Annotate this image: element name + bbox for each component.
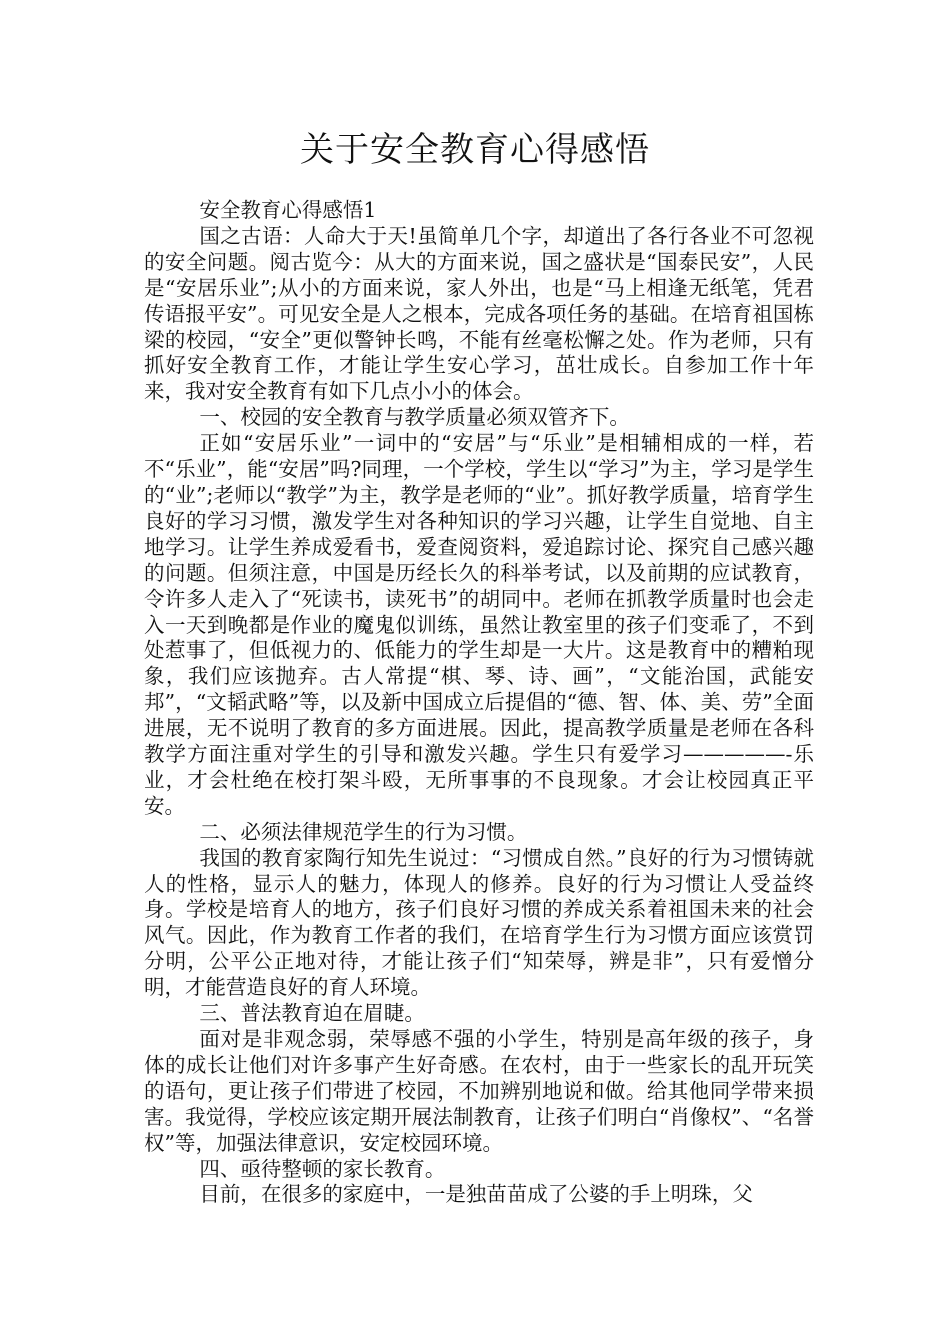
body-paragraph: 目前，在很多的家庭中，一是独苗苗成了公婆的手上明珠，父	[199, 1182, 753, 1207]
subsection-heading: 二、必须法律规范学生的行为习惯。	[199, 819, 528, 844]
document-title: 关于安全教育心得感悟	[300, 130, 650, 170]
subsection-heading: 一、校园的安全教育与教学质量必须双管齐下。	[199, 405, 630, 430]
section-heading: 安全教育心得感悟1	[199, 198, 377, 222]
body-paragraph: 我国的教育家陶行知先生说过：“习惯成自然。”良好的行为习惯铸就人的性格，显示人的魅力，体现人的修养。良好的行为习惯让人受益终身。学校是培育人的地方，孩子们良好习惯的养成关系着祖国未来的社会风气。因此，作为教育工作者的我们，在培育学生行为习惯方面应该赏罚分明，公平公正地对待，才能让孩子们“知荣辱，辨是非”，只有爱憎分明，才能营造良好的育人环境。	[144, 845, 814, 1000]
subsection-heading: 三、普法教育迫在眉睫。	[199, 1001, 425, 1026]
body-paragraph: 正如“安居乐业”一词中的“安居”与“乐业”是相辅相成的一样，若不“乐业”，能“安居”吗?同理，一个学校，学生以“学习”为主，学习是学生的“业”;老师以“教学”为主，教学是老师的“业”。抓好教学质量，培育学生良好的学习习惯，激发学生对各种知识的学习兴趣，让学生自觉地、自主地学习。让学生养成爱看书，爱查阅资料，爱追踪讨论、探究自己感兴趣的问题。但须注意，中国是历经长久的科举考试，以及前期的应试教育，令许多人走入了“死读书，读死书”的胡同中。老师在抓教学质量时也会走入一天到晚都是作业的魔鬼似训练，虽然让教室里的孩子们变乖了，不到处惹事了，但低视力的、低能力的学生却是一大片。这是教育中的糟粕现象，我们应该抛弃。古人常提“棋、琴、诗、画”，“文能治国，武能安邦”，“文韬武略”等，以及新中国成立后提倡的“德、智、体、美、劳”全面进展，无不说明了教育的多方面进展。因此，提高教学质量是老师在各科教学方面注重对学生的引导和激发兴趣。学生只有爱学习—————-乐业，才会杜绝在校打架斗殴，无所事事的不良现象。才会让校园真正平安。	[144, 431, 814, 818]
document-body	[144, 198, 814, 1208]
body-paragraph: 面对是非观念弱，荣辱感不强的小学生，特别是高年级的孩子，身体的成长让他们对许多事产生好奇感。在农村，由于一些家长的乱开玩笑的语句，更让孩子们带进了校园，不加辨别地说和做。给其他同学带来损害。我觉得，学校应该定期开展法制教育，让孩子们明白“肖像权”、“名誉权”等，加强法律意识，安定校园环境。	[144, 1027, 814, 1155]
subsection-heading: 四、亟待整顿的家长教育。	[199, 1156, 446, 1181]
body-paragraph: 国之古语：人命大于天!虽简单几个字，却道出了各行各业不可忽视的安全问题。阅古览今：从大的方面来说，国之盛状是“国泰民安”，人民是“安居乐业”;从小的方面来说，家人外出，也是“马上相逢无纸笔，凭君传语报平安”。可见安全是人之根本，完成各项任务的基础。在培育祖国栋梁的校园，“安全”更似警钟长鸣，不能有丝毫松懈之处。作为老师，只有抓好安全教育工作，才能让学生安心学习，茁壮成长。自参加工作十年来，我对安全教育有如下几点小小的体会。	[144, 223, 814, 404]
